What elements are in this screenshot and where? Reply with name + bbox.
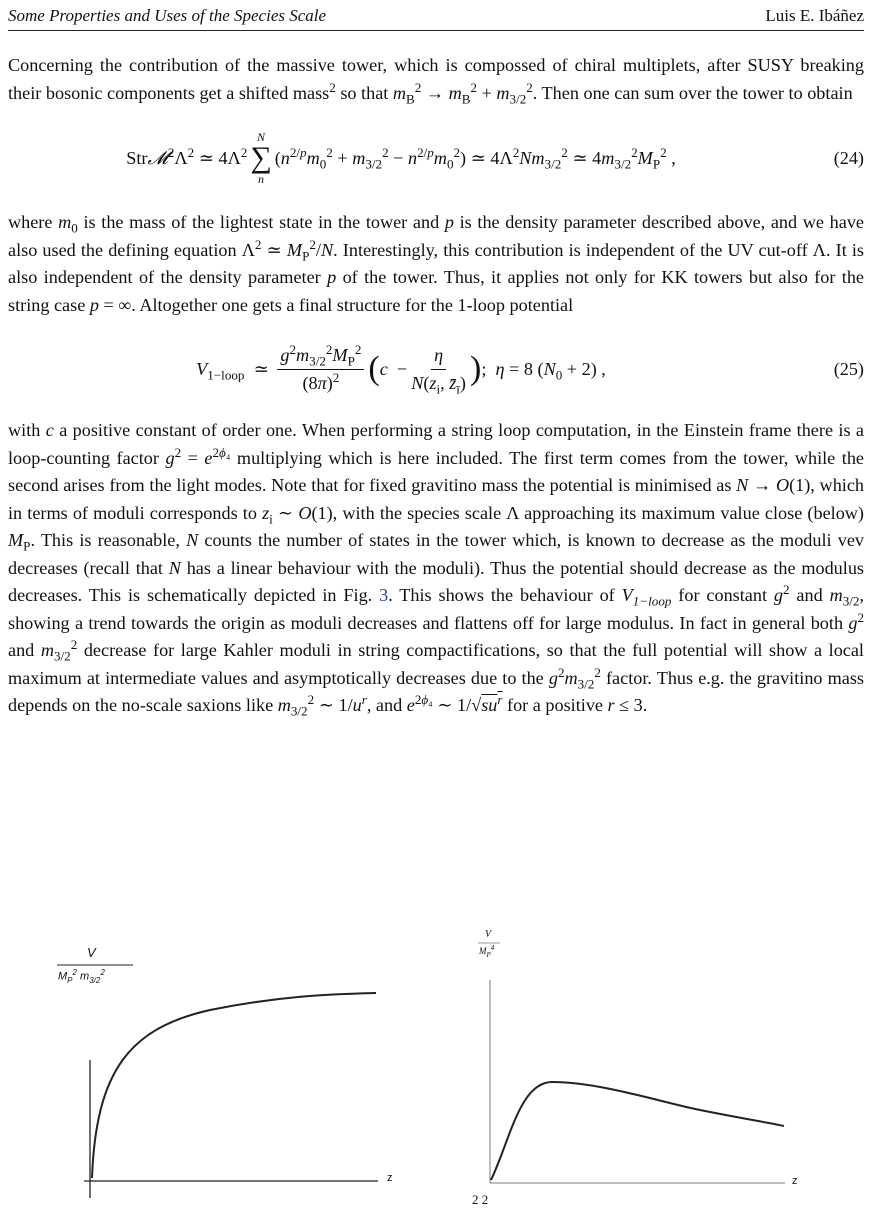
paragraph-2: where $m_0$ is the mass of the lightest state in the tower and p is the density parameter described above, and we have also used the defining equation $\Lambda^2$ ≃ $M_P^2/N$. Interestingly, this contribution is independent of the UV cut-off Λ. It is also independent of the density parameter p of the tower. Thus, it applies not only for KK towers but also for the string case p = ∞. Altogether one gets a final structure for the 1-loop potential — [8, 212, 865, 315]
equation-24-body: $Str𝓜^2\Lambda^2$ ≃ $4\Lambda^2$ N ∑ n $(n^{2/p}m_0^2 + m_{3/2}^2 - n^{2/p}m_0^2)$ ≃ $4\Lambda^2Nm_{3/2}^2$ ≃ $4m_{3/2}^2M_P^2$ , — [126, 130, 676, 186]
right-y-label-v: V — [485, 929, 492, 940]
running-title: Some Properties and Uses of the Species Scale — [8, 6, 327, 25]
right-x-label: z — [792, 1175, 798, 1187]
equation-24 — [8, 119, 864, 197]
running-header — [8, 0, 864, 31]
left-curve — [92, 993, 376, 1178]
left-y-label-denominator: $M_P^2$ $m_{3/2}^2$ — [58, 968, 105, 985]
right-plot — [478, 943, 785, 1183]
paragraph-3: with c a positive constant of order one. When performing a string loop computation, in the Einstein frame there is a loop-counting factor $g^2 = e^{2\phi_4}$ multiplying which is here included. The first term comes from the tower, while the second arises from the light modes. Note that for fixed gravitino mass the potential is minimised as N → O(1), which in terms of moduli corresponds to $z_i$ ∼ O(1), with the species scale Λ approaching its maximum value close (below) $M_P$. This is reasonable, N counts the number of states in the tower which, is known to decrease as the moduli vev decreases (recall that N has a linear behaviour with the moduli). Thus the potential should decrease as the modulus decreases. This is schematically depicted in Fig. 3. This shows the behaviour of $V_{1-loop}$ for constant $g^2$ and $m_{3/2}$, showing a trend towards the origin as moduli decreases and flattens off for large modulus. In fact in general both $g^2$ and $m_{3/2}^2$ decrease for large Kahler moduli in string compactifications, so that the full potential will show a local maximum at intermediate values and asymptotically decreases due to the $g^2m_{3/2}^2$ factor. Thus e.g. the gravitino mass depends on the no-scale saxions like $m_{3/2}^2$ ∼ $1/u^r$, and $e^{2\phi_4}$ ∼ $1/√su^r$ for a positive r ≤ 3. — [8, 420, 865, 719]
right-curve — [491, 1082, 784, 1180]
figure-3 — [0, 920, 872, 1205]
left-y-label-v: V — [87, 945, 96, 960]
left-x-label: z — [387, 1172, 393, 1184]
caption-fragment: 2 2 — [472, 1192, 489, 1207]
figure-3-link[interactable]: 3 — [379, 585, 389, 605]
figure-3-plots — [0, 920, 872, 1205]
author-name: Luis E. Ibáñez — [765, 6, 864, 25]
left-plot — [57, 965, 378, 1198]
paper-body — [8, 52, 864, 720]
equation-24-number: (24) — [833, 147, 864, 168]
equation-25-body: $V_{1-loop}$ ≃ $\frac{g^2m_{3/2}^2M_P^2}{(8\pi)^2}$ ( c − $\frac{\eta}{N(z_i, z̄_ī)}$ ) ; η = 8 $(N_0 + 2)$ , — [196, 341, 606, 397]
equation-25 — [8, 329, 864, 409]
paragraph-1: Concerning the contribution of the massive tower, which is compossed of chiral multiplets, after SUSY breaking their bosonic components get a shifted mass$^2$ so that $m_B^2 \to m_B^2 + m_{3/2}^2$. Then one can sum over the tower to obtain — [8, 55, 864, 107]
right-y-label-denominator: $M_P^4$ — [479, 944, 495, 959]
equation-25-number: (25) — [833, 358, 864, 379]
